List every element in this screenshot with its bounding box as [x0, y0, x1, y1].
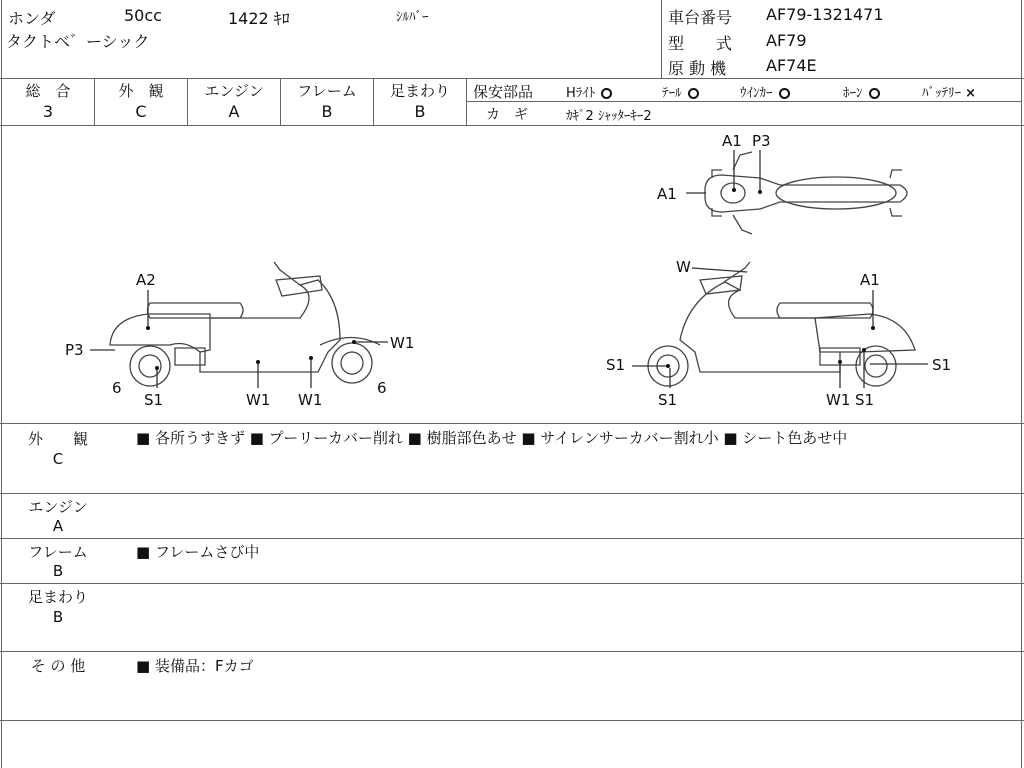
marker-dot: [871, 326, 875, 330]
diagram-label: 6: [112, 379, 122, 397]
grade-value-engine: A: [228, 102, 240, 121]
diagram-label: W1: [298, 391, 323, 409]
marker-dot: [666, 364, 670, 368]
marker-dot: [732, 188, 736, 192]
maker: ホンダ: [8, 9, 56, 28]
diagram-label: S1: [606, 356, 626, 374]
chassis-value: AF79-1321471: [766, 5, 884, 24]
grade-label-engine: エンジン: [204, 82, 264, 100]
chassis-label: 車台番号: [668, 8, 733, 27]
safety-item-name: ﾊﾞｯﾃﾘｰ: [922, 86, 961, 101]
diagram-label: P3: [752, 132, 771, 150]
grade-value-exterior: C: [135, 102, 147, 121]
safety-label: 保安部品: [473, 83, 534, 101]
note-text-frame: ■ フレームさび中: [136, 543, 260, 561]
left-rear-hub-shape: [139, 355, 161, 377]
marker-dot: [758, 190, 762, 194]
left-front-wheel-shape: [332, 343, 372, 383]
top-headlight-shape: [721, 183, 745, 203]
diagram-label: A1: [722, 132, 742, 150]
marker-dot: [352, 340, 356, 344]
engine-label: 原 動 機: [668, 59, 727, 78]
left-front-body-shape: [200, 280, 340, 372]
right-seat-shape: [777, 303, 873, 318]
displacement: 50cc: [124, 6, 162, 25]
note-label-engine: エンジン: [28, 498, 88, 516]
model-name: タクトベ゛ーシック: [6, 32, 150, 51]
color: ｼﾙﾊﾞｰ: [396, 10, 429, 25]
grade-label-frame: フレーム: [297, 82, 357, 100]
diagram-label: W: [676, 258, 691, 276]
left-front-fender-shape: [320, 338, 380, 346]
marker-dot: [838, 360, 842, 364]
diagram-label: W1: [390, 334, 415, 352]
marker-dot: [256, 360, 260, 364]
note-label-suspension: 足まわり: [27, 588, 88, 606]
grade-label-suspension: 足まわり: [389, 82, 450, 100]
grade-label-exterior: 外 観: [118, 82, 164, 100]
top-seat-shape: [776, 177, 896, 209]
left-handlebar-shape: [274, 262, 322, 296]
note-label-frame: フレーム: [28, 543, 88, 561]
marker-dot: [862, 348, 866, 352]
grade-value-overall: 3: [42, 102, 54, 121]
left-seat-shape: [148, 303, 244, 318]
safety-item-name: ｳｲﾝｶｰ: [740, 86, 773, 101]
marker-dot: [309, 356, 313, 360]
safety-item-name: ﾃｰﾙ: [662, 86, 682, 101]
diagram-label: S1: [658, 391, 678, 409]
right-rear-body-shape: [815, 314, 915, 352]
top-handlebar-shape: [733, 152, 752, 234]
diagram-label: S1: [932, 356, 952, 374]
note-grade-engine: A: [52, 517, 64, 535]
marker-dot: [146, 326, 150, 330]
diagram-label: A1: [860, 271, 880, 289]
marker-dot: [155, 366, 159, 370]
note-text-other: ■ 装備品：Fカゴ: [136, 657, 254, 675]
note-grade-suspension: B: [52, 608, 64, 626]
diagram-label: P3: [65, 341, 84, 359]
diagram-label: S1: [855, 391, 875, 409]
note-label-other: そ の 他: [30, 657, 86, 675]
grade-value-frame: B: [321, 102, 333, 121]
left-rear-wheel-shape: [130, 346, 170, 386]
mileage: 1422 ｷﾛ: [228, 9, 290, 28]
diagram-label: W1: [826, 391, 851, 409]
safety-item-name: ﾎｰﾝ: [843, 86, 863, 101]
diagram-label: 6: [377, 379, 387, 397]
right-rear-hub-shape: [865, 355, 887, 377]
grade-label-overall: 総 合: [25, 82, 71, 100]
ng-cross-icon: ×: [965, 86, 977, 101]
note-grade-frame: B: [52, 562, 64, 580]
diagram-label: W1: [246, 391, 271, 409]
grade-value-suspension: B: [414, 102, 426, 121]
engine-value: AF74E: [766, 56, 817, 75]
left-front-hub-shape: [341, 352, 363, 374]
key-label: カ ギ: [486, 107, 528, 123]
diagram-label: A2: [136, 271, 156, 289]
diagram-label: S1: [144, 391, 164, 409]
leader-line: [692, 268, 747, 272]
safety-item-name: Hﾗｲﾄ: [566, 86, 596, 101]
type-label: 型 式: [668, 34, 733, 53]
left-rear-body-shape: [110, 314, 210, 352]
key-value: ｶｷﾞ2 ｼｬｯﾀｰｷｰ2: [566, 109, 652, 124]
note-grade-exterior: C: [52, 450, 64, 468]
type-value: AF79: [766, 31, 807, 50]
diagram-label: A1: [657, 185, 677, 203]
right-handlebar-shape: [700, 262, 750, 294]
note-label-exterior: 外 観: [27, 430, 88, 448]
note-text-exterior: ■ 各所うすきず ■ プーリーカバー削れ ■ 樹脂部色あせ ■ サイレンサーカバー割れ小 ■ シート色あせ中: [136, 429, 848, 447]
